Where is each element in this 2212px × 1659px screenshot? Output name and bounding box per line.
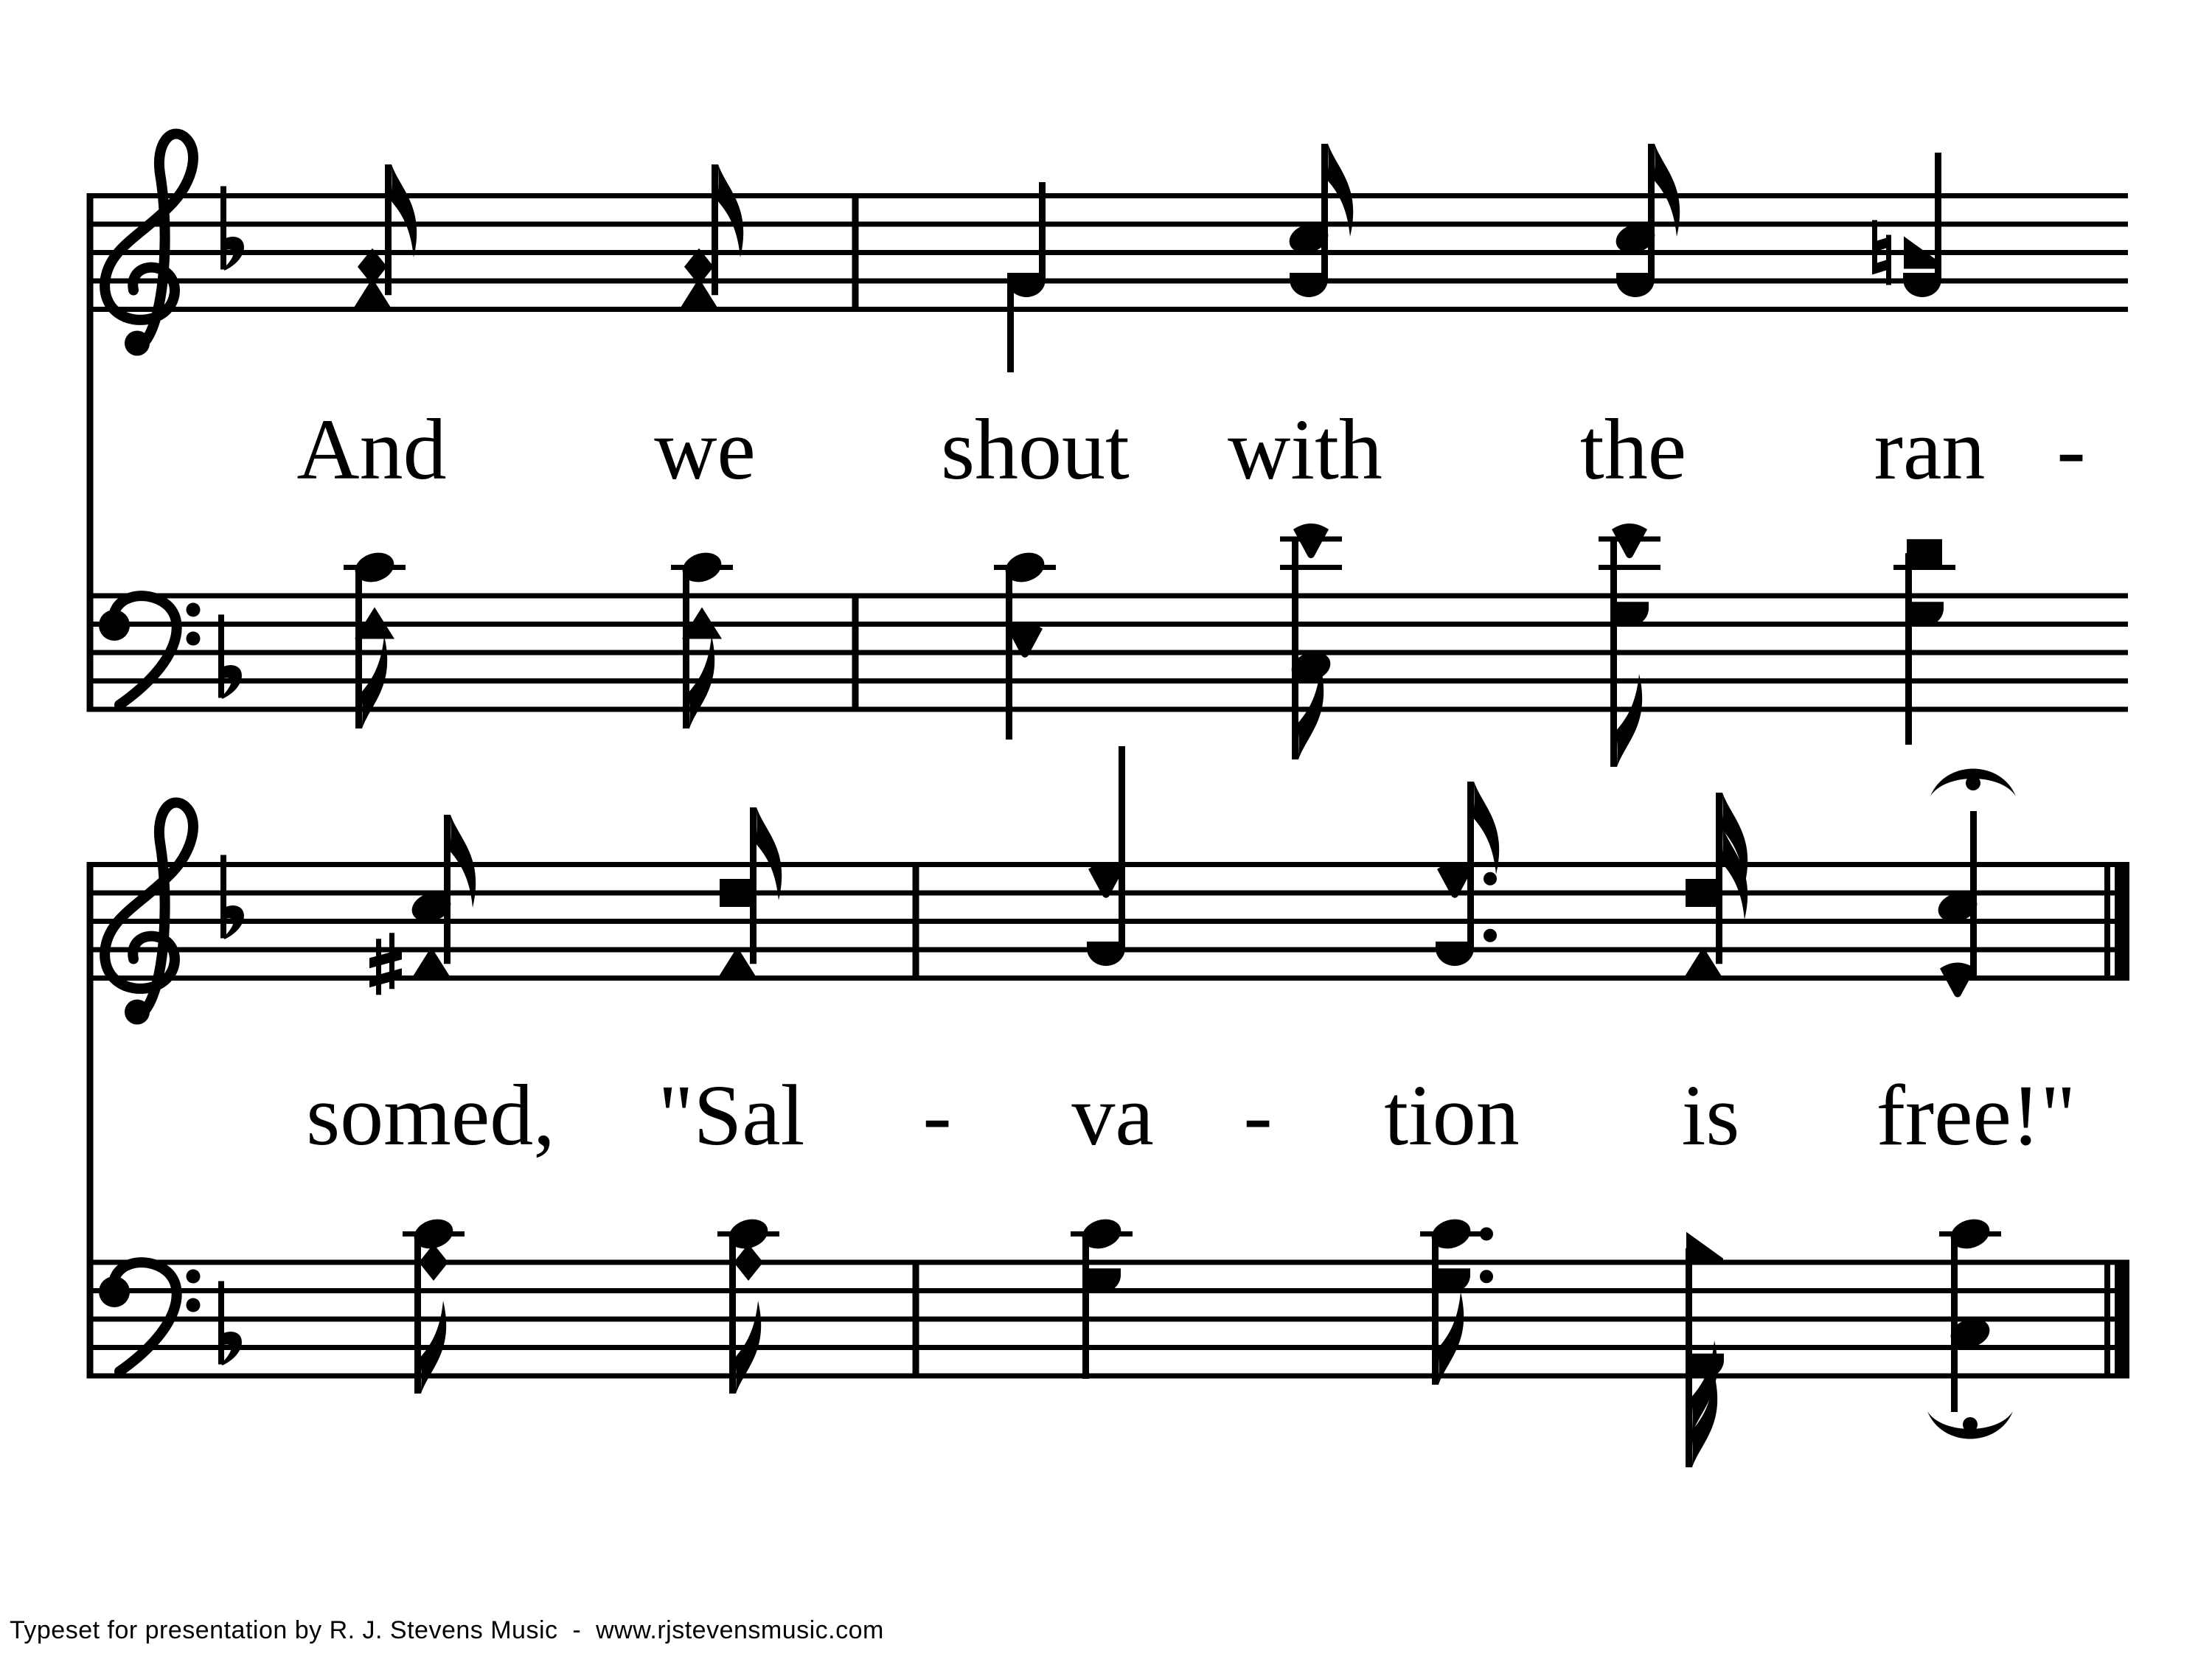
staff-line — [87, 650, 2128, 655]
augmentation-dot — [1480, 1228, 1493, 1241]
system-start-barline — [87, 193, 94, 712]
note-stem — [1970, 811, 1977, 978]
chord — [1893, 539, 1955, 745]
eighth-flag — [1437, 1292, 1464, 1385]
staff-line — [87, 919, 2128, 924]
lyric-syllable: - — [1243, 1067, 1273, 1164]
chord — [1007, 182, 1046, 372]
final-barline-thick — [2115, 862, 2129, 981]
note-stem — [1007, 281, 1014, 372]
chord — [1420, 1214, 1493, 1385]
chord — [1612, 144, 1680, 297]
augmentation-dot — [1480, 1270, 1493, 1283]
augmentation-dot — [1484, 929, 1497, 942]
notehead-cup — [1087, 942, 1125, 966]
lyric-syllable: ran — [1874, 401, 1986, 498]
system-start-barline — [87, 862, 94, 1379]
chord — [1280, 524, 1342, 759]
staff-line — [87, 707, 2128, 712]
note-stem — [1905, 553, 1912, 745]
lyric-syllable: "Sal — [658, 1067, 805, 1164]
chord — [1087, 746, 1125, 966]
staff-line — [87, 1317, 2128, 1322]
barline — [913, 1260, 919, 1379]
note-stem — [1292, 539, 1298, 759]
note — [1290, 273, 1328, 297]
notehead-diamond — [419, 1244, 448, 1281]
note — [419, 1244, 448, 1281]
chord — [717, 1214, 779, 1394]
lyric-syllable: free!" — [1876, 1067, 2076, 1164]
notehead-fa — [1686, 1232, 1723, 1265]
sharp-icon — [369, 933, 402, 995]
notehead-diamond — [734, 1244, 763, 1281]
chord — [671, 548, 733, 728]
note — [1436, 942, 1474, 966]
final-barline-thin — [2104, 1260, 2110, 1379]
ledger-line — [1599, 565, 1660, 570]
chord — [352, 164, 417, 310]
note-stem — [729, 1234, 736, 1394]
note-stem — [1321, 144, 1328, 281]
notehead-cup — [1290, 273, 1328, 297]
lyric-syllable: somed, — [306, 1067, 555, 1164]
note — [1907, 539, 1942, 567]
note-stem — [1648, 144, 1655, 281]
note-stem — [414, 1234, 421, 1394]
chord — [1436, 782, 1499, 966]
notehead-cup — [1903, 273, 1941, 297]
flat-icon — [220, 187, 243, 270]
staff-line — [87, 279, 2128, 284]
note-stem — [1432, 1234, 1439, 1385]
notehead-square — [1686, 879, 1721, 907]
barline — [852, 594, 859, 712]
lyric-syllable: va — [1071, 1067, 1154, 1164]
treble-clef-icon — [105, 802, 193, 1024]
note-stem — [1082, 1234, 1089, 1380]
staff-line — [87, 622, 2128, 627]
note-stem — [1006, 568, 1012, 740]
system-1-treble-staff — [87, 193, 2128, 312]
lyric-syllable: the — [1579, 401, 1687, 498]
chord — [679, 164, 743, 310]
staff-line — [87, 250, 2128, 255]
eighth-flag — [1472, 782, 1499, 874]
final-barline-thick — [2115, 1260, 2129, 1379]
flat-icon — [220, 855, 243, 939]
final-barline-thin — [2104, 862, 2110, 981]
staff-line — [87, 222, 2128, 227]
fermata-icon — [1927, 1411, 2013, 1439]
flat-icon — [218, 615, 240, 698]
flat-icon — [218, 1281, 240, 1365]
note-stem — [1467, 782, 1474, 950]
footer-credit: Typeset for presentation by R. J. Stevens Music - www.rjstevensmusic.com — [10, 1616, 884, 1644]
lyric-line-1 — [296, 401, 2085, 498]
note — [734, 1244, 763, 1281]
note-stem — [1119, 746, 1125, 950]
chord — [1599, 524, 1660, 767]
chord — [1071, 1214, 1133, 1379]
eighth-flag — [390, 164, 417, 257]
note — [1903, 273, 1941, 297]
notehead-cup — [1436, 942, 1474, 966]
chord — [403, 1214, 465, 1394]
note — [1087, 942, 1125, 966]
staff-line — [87, 594, 2128, 599]
eighth-flag — [755, 807, 782, 900]
treble-clef-icon — [105, 133, 193, 355]
lyric-syllable: is — [1681, 1067, 1740, 1164]
chord — [1939, 1214, 2001, 1412]
staff-line — [87, 678, 2128, 684]
eighth-flag — [1615, 674, 1642, 767]
lyric-syllable: tion — [1384, 1067, 1520, 1164]
staff-line — [87, 1260, 2128, 1265]
lyric-syllable: shout — [941, 401, 1130, 498]
note — [720, 879, 755, 907]
eighth-flag — [717, 164, 743, 257]
note-stem — [444, 815, 451, 964]
note-stem — [1716, 793, 1722, 964]
chord — [344, 548, 406, 728]
barline — [852, 193, 859, 312]
notehead-cup — [1616, 273, 1655, 297]
note — [1686, 1232, 1723, 1265]
ledger-line — [1280, 565, 1342, 570]
fermata-icon — [1930, 769, 2016, 797]
lyric-syllable: - — [2056, 401, 2086, 498]
note-stem — [385, 164, 392, 295]
system-1-bass-staff — [87, 594, 2128, 712]
note — [1616, 273, 1655, 297]
barline — [913, 862, 919, 981]
lyric-syllable: - — [922, 1067, 952, 1164]
staff-line — [87, 1345, 2128, 1350]
lyric-syllable: with — [1228, 401, 1382, 498]
notehead-square — [1907, 539, 1942, 567]
note-stem — [355, 568, 362, 729]
lyric-syllable: we — [654, 401, 756, 498]
chord — [1285, 144, 1353, 297]
note-stem — [683, 568, 689, 729]
note-stem — [1039, 182, 1046, 281]
note-stem — [712, 164, 718, 295]
staff-line — [87, 1374, 2128, 1379]
note — [1686, 879, 1721, 907]
chord — [1934, 811, 1980, 998]
note-stem — [1951, 1234, 1958, 1413]
lyric-syllable: And — [296, 401, 447, 498]
staff-line — [87, 307, 2128, 312]
notehead-square — [720, 879, 755, 907]
augmentation-dot — [1484, 872, 1497, 886]
lyric-line-2 — [306, 1067, 2076, 1164]
chord — [408, 815, 476, 978]
